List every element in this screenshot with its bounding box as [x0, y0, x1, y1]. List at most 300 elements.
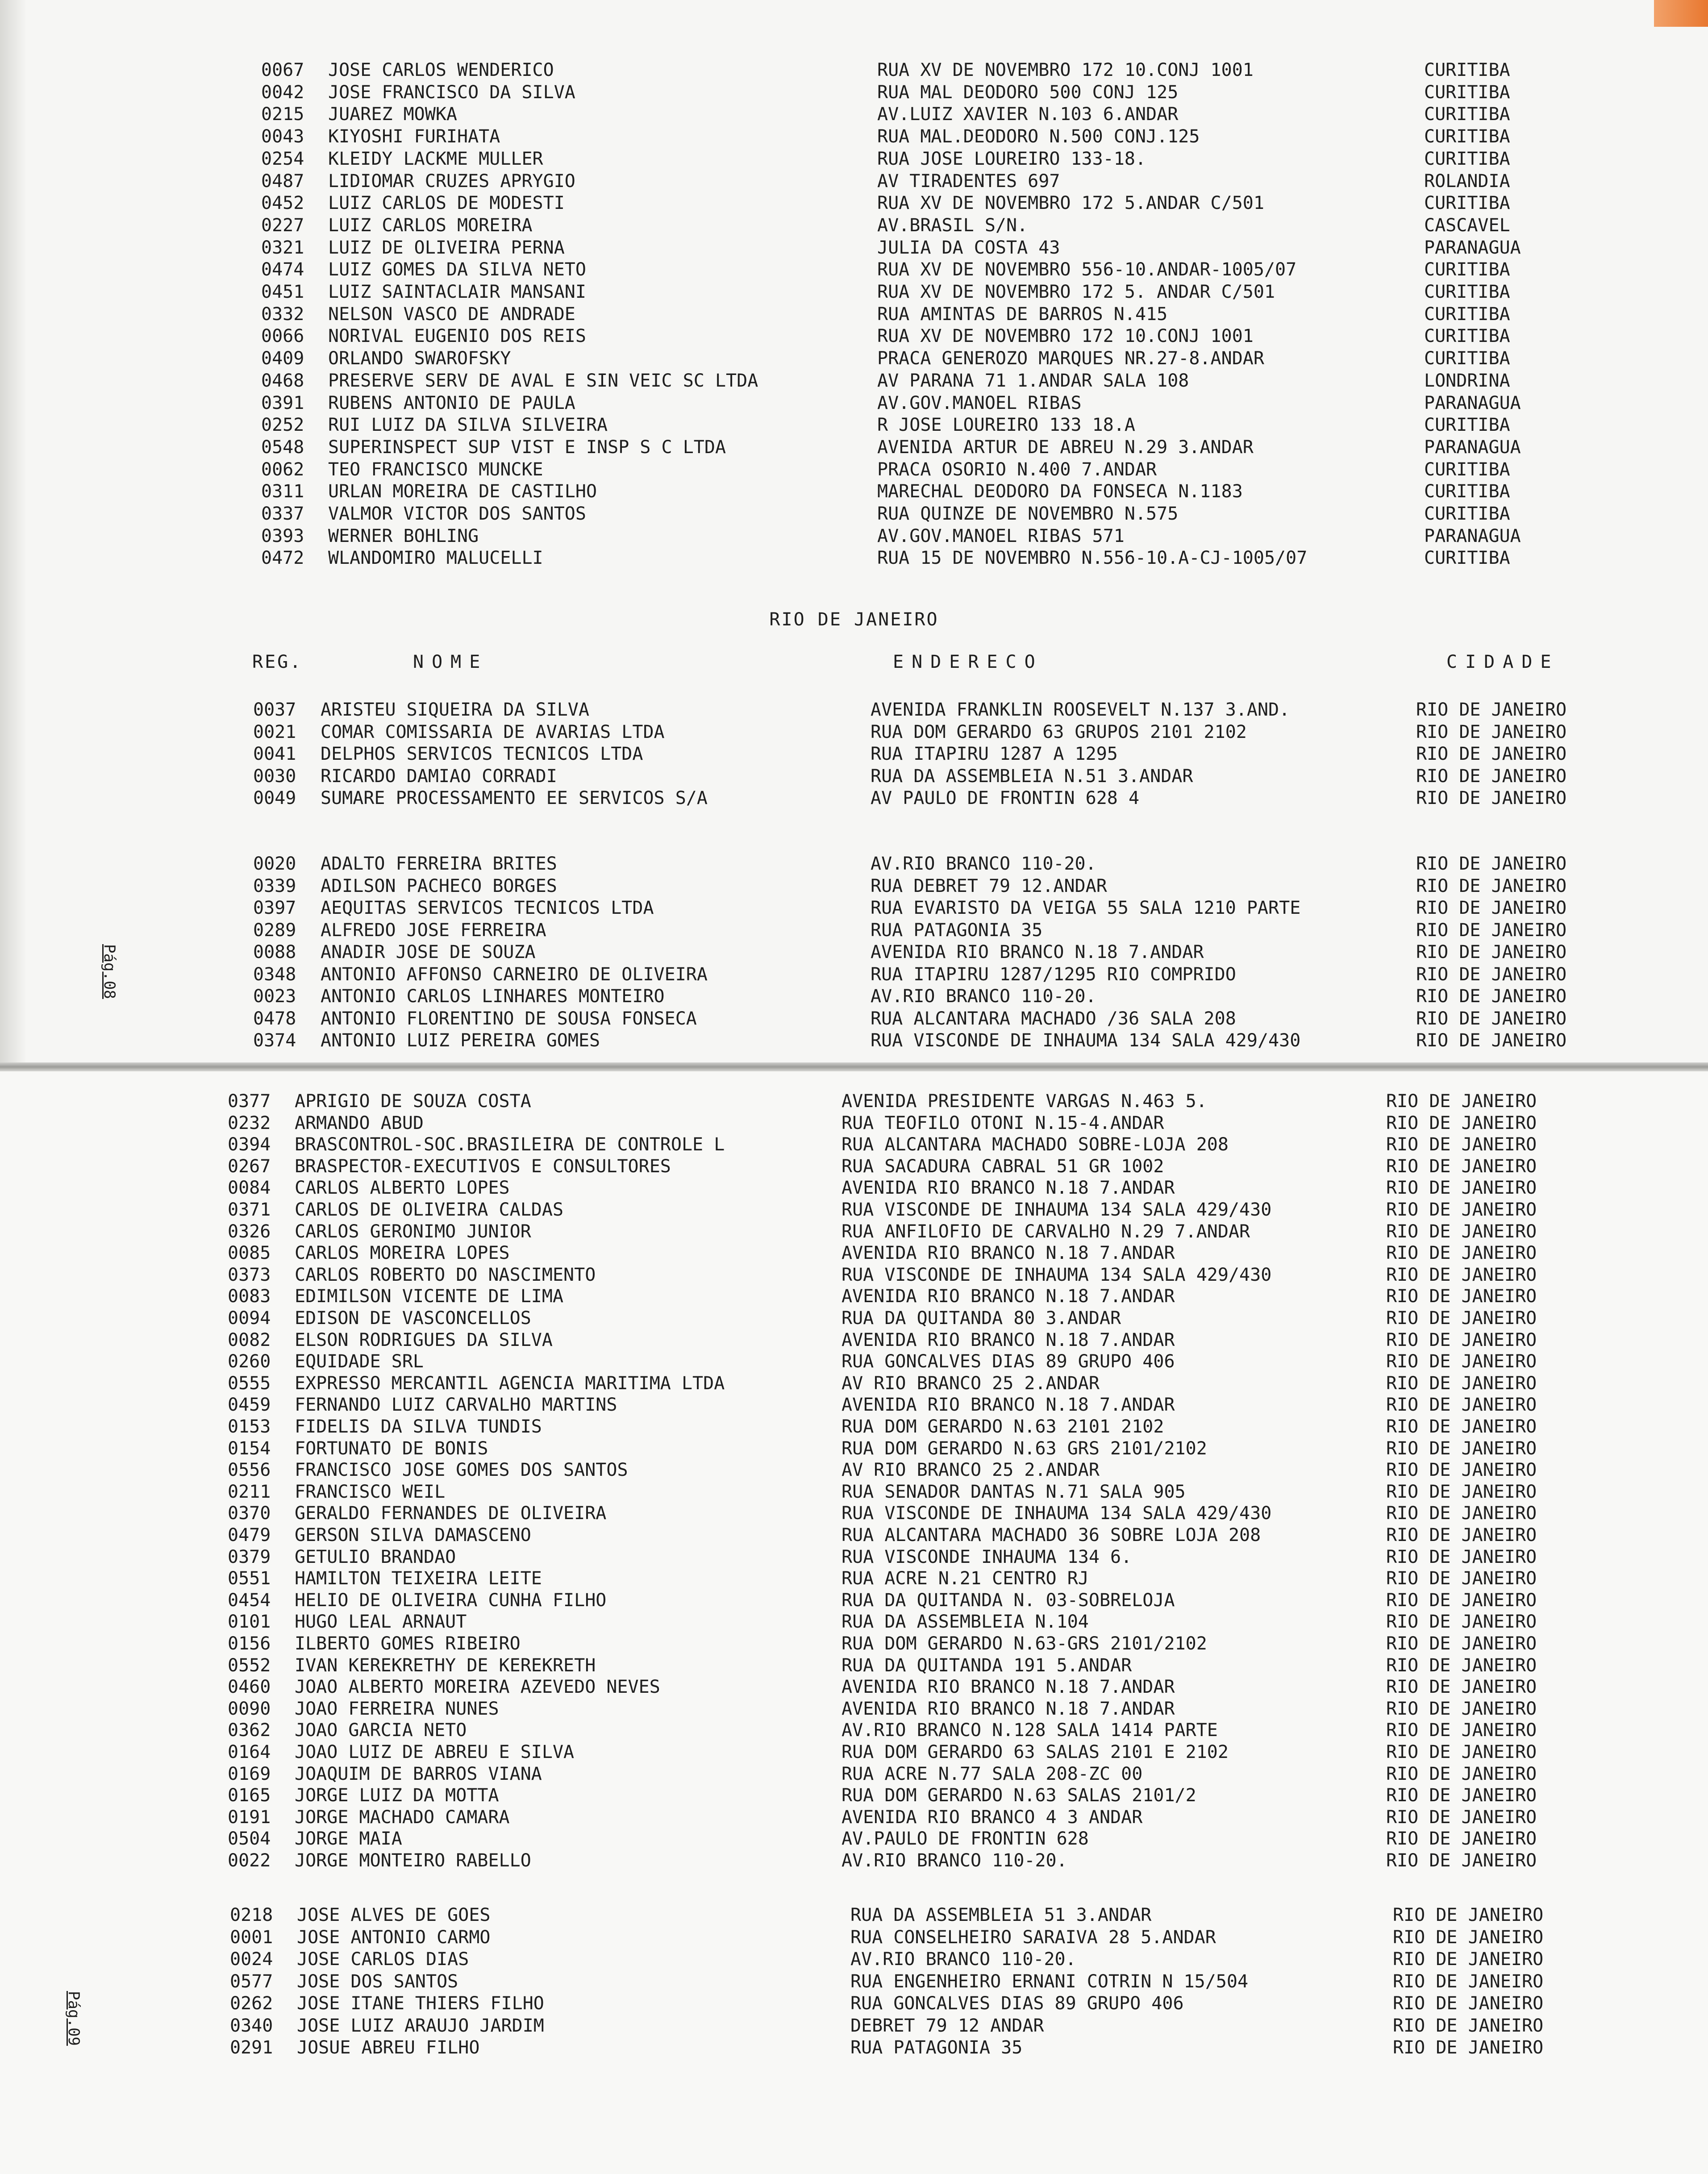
cell-nome: COMAR COMISSARIA DE AVARIAS LTDA	[321, 721, 665, 742]
cell-endereco: AVENIDA RIO BRANCO N.18 7.ANDAR	[842, 1395, 1175, 1416]
cell-cidade: RIO DE JANEIRO	[1416, 766, 1567, 787]
cell-endereco: RUA XV DE NOVEMBRO 172 5. ANDAR C/501	[877, 282, 1275, 302]
table-row	[0, 1242, 1708, 1264]
cell-endereco: RUA EVARISTO DA VEIGA 55 SALA 1210 PARTE	[871, 898, 1301, 918]
cell-reg: 0577	[230, 1971, 273, 1992]
cell-reg: 0391	[261, 392, 304, 413]
table-row	[0, 2037, 1708, 2059]
table-row	[0, 765, 1708, 787]
cell-cidade: RIO DE JANEIRO	[1416, 964, 1567, 985]
cell-reg: 0252	[261, 415, 304, 436]
table-row	[0, 1948, 1708, 1970]
cell-endereco: AV.PAULO DE FRONTIN 628	[842, 1828, 1089, 1849]
cell-reg: 0379	[228, 1546, 271, 1567]
cell-cidade: RIO DE JANEIRO	[1416, 1008, 1567, 1029]
cell-endereco: RUA MAL DEODORO 500 CONJ 125	[877, 82, 1179, 103]
cell-cidade: PARANAGUA	[1424, 237, 1521, 258]
cell-reg: 0552	[228, 1655, 271, 1676]
cell-cidade: RIO DE JANEIRO	[1386, 1655, 1537, 1676]
cell-cidade: CURITIBA	[1424, 60, 1510, 80]
cell-endereco: RUA SENADOR DANTAS N.71 SALA 905	[842, 1481, 1186, 1502]
table-row	[0, 1199, 1708, 1221]
cell-reg: 0504	[228, 1828, 271, 1849]
table-row	[0, 1481, 1708, 1503]
cell-endereco: RUA DA ASSEMBLEIA N.104	[842, 1612, 1089, 1633]
cell-endereco: AV.LUIZ XAVIER N.103 6.ANDAR	[877, 104, 1179, 125]
table-row	[0, 1307, 1708, 1329]
table-row	[0, 1849, 1708, 1872]
table-row	[0, 875, 1708, 897]
cell-reg: 0066	[261, 326, 304, 347]
table-row	[0, 1633, 1708, 1655]
cell-reg: 0232	[228, 1112, 271, 1133]
cell-nome: EDIMILSON VICENTE DE LIMA	[295, 1286, 564, 1307]
cell-endereco: RUA MAL.DEODORO N.500 CONJ.125	[877, 126, 1200, 147]
cell-cidade: RIO DE JANEIRO	[1393, 2037, 1544, 2058]
table-row	[0, 81, 1708, 104]
table-row	[0, 103, 1708, 125]
cell-nome: ANADIR JOSE DE SOUZA	[321, 942, 536, 962]
cell-nome: JOSE FRANCISCO DA SILVA	[328, 82, 575, 103]
cell-reg: 0090	[228, 1698, 271, 1719]
table-row	[0, 148, 1708, 170]
table-row	[0, 1970, 1708, 1993]
cell-endereco: AVENIDA PRESIDENTE VARGAS N.463 5.	[842, 1091, 1207, 1112]
cell-cidade: RIO DE JANEIRO	[1386, 1286, 1537, 1307]
cell-cidade: RIO DE JANEIRO	[1386, 1112, 1537, 1133]
cell-cidade: RIO DE JANEIRO	[1393, 1971, 1544, 1992]
cell-nome: HELIO DE OLIVEIRA CUNHA FILHO	[295, 1590, 607, 1611]
cell-reg: 0191	[228, 1807, 271, 1828]
cell-endereco: RUA ACRE N.21 CENTRO RJ	[842, 1568, 1089, 1589]
cell-reg: 0371	[228, 1199, 271, 1220]
table-row	[0, 787, 1708, 809]
cell-endereco: RUA VISCONDE DE INHAUMA 134 SALA 429/430	[842, 1503, 1272, 1524]
cell-reg: 0084	[228, 1178, 271, 1199]
cell-endereco: AV.GOV.MANOEL RIBAS	[877, 392, 1082, 413]
cell-reg: 0067	[261, 60, 304, 80]
cell-cidade: RIO DE JANEIRO	[1386, 1698, 1537, 1719]
cell-cidade: RIO DE JANEIRO	[1386, 1178, 1537, 1199]
cell-nome: JOAO LUIZ DE ABREU E SILVA	[295, 1742, 575, 1762]
table-row	[0, 1029, 1708, 1052]
cell-nome: JOSE LUIZ ARAUJO JARDIM	[297, 2015, 544, 2036]
table-row	[0, 1264, 1708, 1286]
cell-nome: HAMILTON TEIXEIRA LEITE	[295, 1568, 542, 1589]
cell-endereco: MARECHAL DEODORO DA FONSECA N.1183	[877, 481, 1243, 502]
cell-cidade: RIO DE JANEIRO	[1386, 1590, 1537, 1611]
cell-endereco: AV TIRADENTES 697	[877, 171, 1060, 192]
cell-nome: APRIGIO DE SOUZA COSTA	[295, 1091, 531, 1112]
cell-cidade: RIO DE JANEIRO	[1386, 1156, 1537, 1177]
cell-nome: ANTONIO LUIZ PEREIRA GOMES	[321, 1030, 600, 1051]
cell-reg: 0291	[230, 2037, 273, 2058]
cell-cidade: RIO DE JANEIRO	[1386, 1395, 1537, 1416]
cell-reg: 0154	[228, 1438, 271, 1459]
cell-endereco: RUA DOM GERARDO N.63 SALAS 2101/2	[842, 1785, 1196, 1806]
table-row	[0, 1133, 1708, 1156]
cell-cidade: RIO DE JANEIRO	[1416, 942, 1567, 962]
cell-cidade: RIO DE JANEIRO	[1386, 1243, 1537, 1264]
cell-nome: RICARDO DAMIAO CORRADI	[321, 766, 557, 787]
cell-nome: EDISON DE VASCONCELLOS	[295, 1308, 531, 1329]
cell-cidade: RIO DE JANEIRO	[1416, 700, 1567, 720]
section-title: RIO DE JANEIRO	[769, 609, 939, 630]
cell-reg: 0326	[228, 1221, 271, 1242]
cell-reg: 0037	[253, 700, 296, 720]
table-row	[0, 897, 1708, 919]
cell-cidade: LONDRINA	[1424, 370, 1510, 391]
cell-reg: 0454	[228, 1590, 271, 1611]
cell-cidade: RIO DE JANEIRO	[1386, 1264, 1537, 1285]
cell-cidade: RIO DE JANEIRO	[1386, 1503, 1537, 1524]
cell-reg: 0156	[228, 1633, 271, 1654]
cell-endereco: R JOSE LOUREIRO 133 18.A	[877, 415, 1135, 436]
cell-nome: JUAREZ MOWKA	[328, 104, 457, 125]
table-row	[0, 963, 1708, 986]
cell-cidade: RIO DE JANEIRO	[1386, 1785, 1537, 1806]
cell-reg: 0409	[261, 348, 304, 369]
table-row	[0, 370, 1708, 392]
table-row	[0, 1992, 1708, 2015]
table-row	[0, 1546, 1708, 1568]
cell-cidade: RIO DE JANEIRO	[1393, 1949, 1544, 1970]
cell-endereco: AVENIDA RIO BRANCO N.18 7.ANDAR	[842, 1243, 1175, 1264]
header-endereco: ENDERECO	[893, 652, 1043, 672]
cell-endereco: RUA DA QUITANDA 80 3.ANDAR	[842, 1308, 1121, 1329]
table-row	[0, 1611, 1708, 1633]
cell-nome: FORTUNATO DE BONIS	[295, 1438, 488, 1459]
table-row	[0, 1372, 1708, 1395]
table-row	[0, 281, 1708, 303]
table-row	[0, 1926, 1708, 1949]
cell-nome: KIYOSHI FURIHATA	[328, 126, 500, 147]
table-row	[0, 436, 1708, 458]
cell-reg: 0348	[253, 964, 296, 985]
table-row	[0, 1416, 1708, 1438]
cell-reg: 0041	[253, 744, 296, 764]
cell-endereco: RUA ACRE N.77 SALA 208-ZC 00	[842, 1763, 1143, 1784]
cell-cidade: RIO DE JANEIRO	[1386, 1438, 1537, 1459]
cell-cidade: RIO DE JANEIRO	[1386, 1850, 1537, 1871]
cell-cidade: RIO DE JANEIRO	[1393, 1927, 1544, 1948]
cell-cidade: RIO DE JANEIRO	[1416, 744, 1567, 764]
cell-endereco: AVENIDA RIO BRANCO N.18 7.ANDAR	[842, 1178, 1175, 1199]
table-row	[0, 1719, 1708, 1741]
table-row	[0, 743, 1708, 765]
table-row	[0, 1676, 1708, 1698]
cell-nome: RUBENS ANTONIO DE PAULA	[328, 392, 575, 413]
cell-cidade: CURITIBA	[1424, 148, 1510, 169]
cell-endereco: AV.RIO BRANCO 110-20.	[871, 986, 1096, 1007]
cell-nome: EXPRESSO MERCANTIL AGENCIA MARITIMA LTDA	[295, 1373, 725, 1394]
cell-endereco: RUA TEOFILO OTONI N.15-4.ANDAR	[842, 1112, 1164, 1133]
cell-nome: JOSE CARLOS WENDERICO	[328, 60, 554, 80]
cell-cidade: RIO DE JANEIRO	[1386, 1763, 1537, 1784]
table-row	[0, 503, 1708, 525]
cell-reg: 0030	[253, 766, 296, 787]
cell-nome: TEO FRANCISCO MUNCKE	[328, 459, 543, 480]
cell-cidade: RIO DE JANEIRO	[1416, 875, 1567, 896]
table-row	[0, 985, 1708, 1008]
cell-cidade: CURITIBA	[1424, 259, 1510, 280]
cell-nome: LUIZ GOMES DA SILVA NETO	[328, 259, 586, 280]
cell-nome: ALFREDO JOSE FERREIRA	[321, 920, 546, 941]
cell-cidade: RIO DE JANEIRO	[1416, 854, 1567, 874]
cell-endereco: RUA VISCONDE DE INHAUMA 134 SALA 429/430	[871, 1030, 1301, 1051]
cell-nome: CARLOS ALBERTO LOPES	[295, 1178, 510, 1199]
table-row	[0, 1567, 1708, 1590]
cell-nome: ADALTO FERREIRA BRITES	[321, 854, 557, 874]
cell-nome: JOAO GARCIA NETO	[295, 1720, 467, 1741]
cell-nome: JORGE MONTEIRO RABELLO	[295, 1850, 531, 1871]
cell-reg: 0262	[230, 1993, 273, 2014]
cell-nome: ANTONIO AFFONSO CARNEIRO DE OLIVEIRA	[321, 964, 708, 985]
table-row	[0, 458, 1708, 481]
cell-nome: CARLOS DE OLIVEIRA CALDAS	[295, 1199, 564, 1220]
cell-reg: 0339	[253, 875, 296, 896]
cell-endereco: AV.GOV.MANOEL RIBAS 571	[877, 525, 1125, 546]
cell-endereco: RUA GONCALVES DIAS 89 GRUPO 406	[842, 1351, 1175, 1372]
cell-cidade: RIO DE JANEIRO	[1386, 1351, 1537, 1372]
cell-endereco: AVENIDA RIO BRANCO 4 3 ANDAR	[842, 1807, 1143, 1828]
cell-reg: 0373	[228, 1264, 271, 1285]
cell-reg: 0254	[261, 148, 304, 169]
cell-reg: 0397	[253, 898, 296, 918]
cell-nome: RUI LUIZ DA SILVA SILVEIRA	[328, 415, 608, 436]
table-row	[0, 1394, 1708, 1416]
cell-nome: JOSE ITANE THIERS FILHO	[297, 1993, 544, 2014]
cell-endereco: RUA DOM GERARDO N.63 2101 2102	[842, 1416, 1164, 1437]
cell-reg: 0377	[228, 1091, 271, 1112]
cell-reg: 0218	[230, 1905, 273, 1925]
cell-reg: 0556	[228, 1460, 271, 1481]
cell-endereco: RUA AMINTAS DE BARROS N.415	[877, 304, 1168, 325]
cell-endereco: RUA ALCANTARA MACHADO 36 SOBRE LOJA 208	[842, 1525, 1261, 1545]
cell-nome: BRASPECTOR-EXECUTIVOS E CONSULTORES	[295, 1156, 671, 1177]
cell-nome: JOAQUIM DE BARROS VIANA	[295, 1763, 542, 1784]
table-row	[0, 699, 1708, 721]
cell-reg: 0022	[228, 1850, 271, 1871]
cell-reg: 0474	[261, 259, 304, 280]
cell-cidade: RIO DE JANEIRO	[1416, 788, 1567, 808]
cell-cidade: RIO DE JANEIRO	[1386, 1199, 1537, 1220]
cell-cidade: RIO DE JANEIRO	[1386, 1308, 1537, 1329]
cell-nome: JOAO ALBERTO MOREIRA AZEVEDO NEVES	[295, 1677, 660, 1698]
cell-reg: 0311	[261, 481, 304, 502]
cell-reg: 0227	[261, 215, 304, 236]
table-row	[0, 1741, 1708, 1763]
cell-endereco: RUA XV DE NOVEMBRO 556-10.ANDAR-1005/07	[877, 259, 1297, 280]
table-row	[0, 2015, 1708, 2037]
cell-reg: 0394	[228, 1134, 271, 1155]
cell-reg: 0001	[230, 1927, 273, 1948]
cell-reg: 0451	[261, 282, 304, 302]
cell-cidade: CURITIBA	[1424, 481, 1510, 502]
cell-cidade: RIO DE JANEIRO	[1386, 1677, 1537, 1698]
cell-endereco: RUA ITAPIRU 1287 A 1295	[871, 744, 1118, 764]
cell-nome: LUIZ CARLOS DE MODESTI	[328, 193, 565, 214]
cell-nome: DELPHOS SERVICOS TECNICOS LTDA	[321, 744, 643, 764]
cell-cidade: RIO DE JANEIRO	[1393, 1905, 1544, 1925]
cell-reg: 0555	[228, 1373, 271, 1394]
table-row	[0, 1502, 1708, 1524]
table-row	[0, 525, 1708, 547]
cell-reg: 0024	[230, 1949, 273, 1970]
table-row	[0, 1220, 1708, 1243]
table-row	[0, 192, 1708, 214]
cell-nome: KLEIDY LACKME MULLER	[328, 148, 543, 169]
cell-reg: 0043	[261, 126, 304, 147]
cell-cidade: RIO DE JANEIRO	[1386, 1525, 1537, 1545]
cell-cidade: CURITIBA	[1424, 459, 1510, 480]
table-row	[0, 258, 1708, 281]
cell-nome: JORGE MACHADO CAMARA	[295, 1807, 510, 1828]
cell-nome: ORLANDO SWAROFSKY	[328, 348, 511, 369]
cell-nome: GETULIO BRANDAO	[295, 1546, 456, 1567]
table-row	[0, 547, 1708, 569]
cell-nome: URLAN MOREIRA DE CASTILHO	[328, 481, 597, 502]
cell-endereco: RUA DOM GERARDO 63 SALAS 2101 E 2102	[842, 1742, 1229, 1762]
table-row	[0, 1112, 1708, 1134]
cell-nome: ELSON RODRIGUES DA SILVA	[295, 1329, 553, 1350]
cell-cidade: RIO DE JANEIRO	[1386, 1633, 1537, 1654]
cell-reg: 0460	[228, 1677, 271, 1698]
cell-cidade: RIO DE JANEIRO	[1386, 1807, 1537, 1828]
cell-endereco: RUA VISCONDE INHAUMA 134 6.	[842, 1546, 1132, 1567]
cell-cidade: RIO DE JANEIRO	[1386, 1134, 1537, 1155]
cell-cidade: RIO DE JANEIRO	[1386, 1568, 1537, 1589]
cell-endereco: RUA VISCONDE DE INHAUMA 134 SALA 429/430	[842, 1199, 1272, 1220]
cell-endereco: AVENIDA RIO BRANCO N.18 7.ANDAR	[842, 1677, 1175, 1698]
table-row	[0, 721, 1708, 743]
cell-endereco: RUA ALCANTARA MACHADO /36 SALA 208	[871, 1008, 1236, 1029]
cell-reg: 0049	[253, 788, 296, 808]
cell-cidade: RIO DE JANEIRO	[1393, 1993, 1544, 2014]
cell-nome: LUIZ SAINTACLAIR MANSANI	[328, 282, 586, 302]
table-row	[0, 414, 1708, 436]
table-row	[0, 170, 1708, 192]
cell-reg: 0021	[253, 721, 296, 742]
cell-nome: VALMOR VICTOR DOS SANTOS	[328, 504, 586, 524]
cell-nome: NELSON VASCO DE ANDRADE	[328, 304, 575, 325]
cell-endereco: AVENIDA RIO BRANCO N.18 7.ANDAR	[842, 1698, 1175, 1719]
cell-reg: 0472	[261, 548, 304, 569]
cell-endereco: AV.RIO BRANCO 110-20.	[850, 1949, 1076, 1970]
table-row	[0, 1008, 1708, 1030]
cell-cidade: PARANAGUA	[1424, 525, 1521, 546]
cell-endereco: RUA DOM GERARDO N.63 GRS 2101/2102	[842, 1438, 1207, 1459]
cell-reg: 0082	[228, 1329, 271, 1350]
cell-cidade: CURITIBA	[1424, 415, 1510, 436]
cell-endereco: AV RIO BRANCO 25 2.ANDAR	[842, 1460, 1100, 1481]
cell-endereco: AV RIO BRANCO 25 2.ANDAR	[842, 1373, 1100, 1394]
cell-nome: EQUIDADE SRL	[295, 1351, 424, 1372]
cell-endereco: PRACA GENEROZO MARQUES NR.27-8.ANDAR	[877, 348, 1264, 369]
cell-nome: JORGE MAIA	[295, 1828, 402, 1849]
cell-endereco: RUA DOM GERARDO 63 GRUPOS 2101 2102	[871, 721, 1247, 742]
cell-endereco: RUA ANFILOFIO DE CARVALHO N.29 7.ANDAR	[842, 1221, 1250, 1242]
cell-cidade: CURITIBA	[1424, 104, 1510, 125]
cell-nome: CARLOS ROBERTO DO NASCIMENTO	[295, 1264, 596, 1285]
cell-reg: 0479	[228, 1525, 271, 1545]
cell-cidade: RIO DE JANEIRO	[1386, 1091, 1537, 1112]
cell-endereco: JULIA DA COSTA 43	[877, 237, 1060, 258]
cell-reg: 0337	[261, 504, 304, 524]
cell-cidade: CASCAVEL	[1424, 215, 1510, 236]
cell-nome: JORGE LUIZ DA MOTTA	[295, 1785, 499, 1806]
cell-reg: 0164	[228, 1742, 271, 1762]
cell-reg: 0487	[261, 171, 304, 192]
cell-reg: 0468	[261, 370, 304, 391]
cell-endereco: RUA XV DE NOVEMBRO 172 10.CONJ 1001	[877, 326, 1254, 347]
header-nome: NOME	[413, 652, 488, 672]
cell-endereco: RUA ITAPIRU 1287/1295 RIO COMPRIDO	[871, 964, 1236, 985]
cell-nome: LUIZ DE OLIVEIRA PERNA	[328, 237, 565, 258]
cell-cidade: CURITIBA	[1424, 193, 1510, 214]
table-row	[0, 392, 1708, 414]
cell-nome: ADILSON PACHECO BORGES	[321, 875, 557, 896]
cell-reg: 0478	[253, 1008, 296, 1029]
cell-endereco: RUA PATAGONIA 35	[850, 2037, 1023, 2058]
cell-nome: CARLOS MOREIRA LOPES	[295, 1243, 510, 1264]
table-row	[0, 1784, 1708, 1807]
cell-reg: 0083	[228, 1286, 271, 1307]
cell-reg: 0088	[253, 942, 296, 962]
cell-nome: GERALDO FERNANDES DE OLIVEIRA	[295, 1503, 607, 1524]
cell-reg: 0374	[253, 1030, 296, 1051]
cell-nome: ANTONIO FLORENTINO DE SOUSA FONSECA	[321, 1008, 697, 1029]
cell-endereco: RUA ALCANTARA MACHADO SOBRE-LOJA 208	[842, 1134, 1229, 1155]
header-cidade: CIDADE	[1446, 652, 1559, 672]
table-row	[0, 1654, 1708, 1677]
cell-cidade: RIO DE JANEIRO	[1386, 1828, 1537, 1849]
cell-cidade: RIO DE JANEIRO	[1386, 1612, 1537, 1633]
cell-endereco: DEBRET 79 12 ANDAR	[850, 2015, 1044, 2036]
cell-endereco: RUA ENGENHEIRO ERNANI COTRIN N 15/504	[850, 1971, 1249, 1992]
cell-cidade: RIO DE JANEIRO	[1416, 920, 1567, 941]
cell-endereco: AV PARANA 71 1.ANDAR SALA 108	[877, 370, 1189, 391]
cell-cidade: RIO DE JANEIRO	[1416, 986, 1567, 1007]
cell-endereco: AV PAULO DE FRONTIN 628 4	[871, 788, 1140, 808]
cell-reg: 0215	[261, 104, 304, 125]
cell-nome: ILBERTO GOMES RIBEIRO	[295, 1633, 521, 1654]
table-row	[0, 1763, 1708, 1785]
cell-nome: BRASCONTROL-SOC.BRASILEIRA DE CONTROLE L	[295, 1134, 725, 1155]
cell-cidade: CURITIBA	[1424, 282, 1510, 302]
cell-cidade: RIO DE JANEIRO	[1386, 1546, 1537, 1567]
table-row	[0, 853, 1708, 875]
cell-endereco: RUA XV DE NOVEMBRO 172 5.ANDAR C/501	[877, 193, 1264, 214]
cell-endereco: AV.BRASIL S/N.	[877, 215, 1028, 236]
cell-cidade: RIO DE JANEIRO	[1386, 1329, 1537, 1350]
table-row	[0, 1285, 1708, 1308]
cell-endereco: RUA GONCALVES DIAS 89 GRUPO 406	[850, 1993, 1184, 2014]
cell-endereco: RUA VISCONDE DE INHAUMA 134 SALA 429/430	[842, 1264, 1272, 1285]
cell-nome: JOSE CARLOS DIAS	[297, 1949, 469, 1970]
cell-nome: NORIVAL EUGENIO DOS REIS	[328, 326, 586, 347]
cell-endereco: RUA DEBRET 79 12.ANDAR	[871, 875, 1107, 896]
cell-cidade: CURITIBA	[1424, 348, 1510, 369]
table-row	[0, 125, 1708, 148]
cell-endereco: RUA JOSE LOUREIRO 133-18.	[877, 148, 1146, 169]
cell-reg: 0551	[228, 1568, 271, 1589]
cell-endereco: RUA XV DE NOVEMBRO 172 10.CONJ 1001	[877, 60, 1254, 80]
table-row	[0, 1090, 1708, 1112]
cell-nome: WERNER BOHLING	[328, 525, 479, 546]
cell-reg: 0362	[228, 1720, 271, 1741]
cell-cidade: CURITIBA	[1424, 504, 1510, 524]
